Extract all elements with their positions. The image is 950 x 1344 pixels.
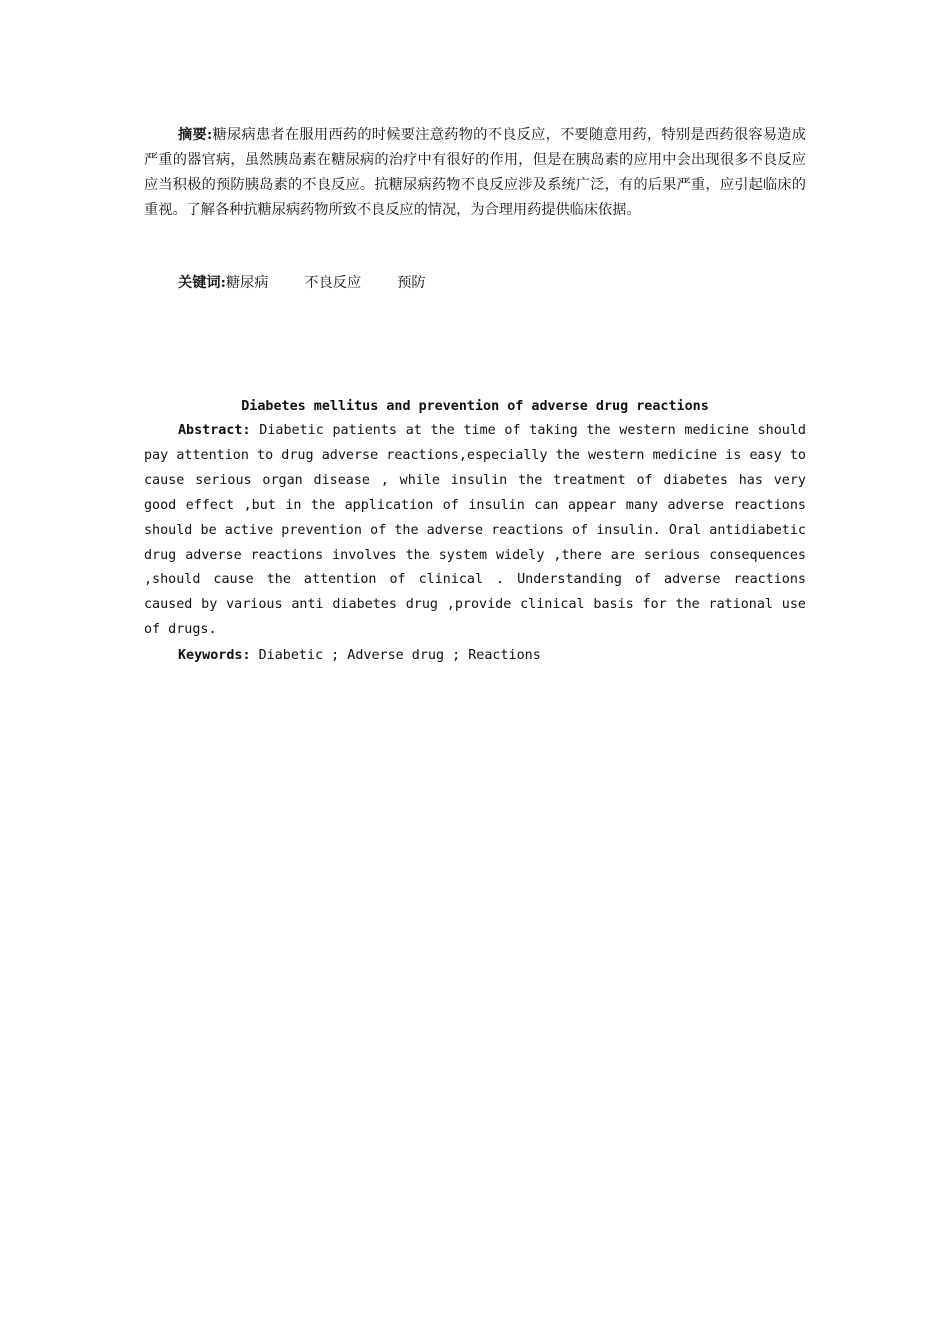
chinese-keyword-1: 糖尿病: [225, 275, 269, 291]
chinese-abstract-text: 糖尿病患者在服用西药的时候要注意药物的不良反应，不要随意用药，特别是西药很容易造成严重的器官病，虽然胰岛素在糖尿病的治疗中有很好的作用，但是在胰岛素的应用中会出现很多不良反应应当积极的预防胰岛素的不良反应。抗糖尿病药物不良反应涉及系统广泛，有的后果严重，应引起临床的重视。了解各种抗糖尿病药物所致不良反应的情况，为合理用药提供临床依据。: [144, 127, 806, 218]
chinese-abstract-label: 摘要:: [178, 127, 213, 143]
chinese-abstract: [144, 123, 806, 223]
english-keywords: [144, 643, 840, 668]
english-abstract: [144, 419, 806, 643]
chinese-keyword-2: 不良反应: [304, 275, 362, 291]
chinese-keywords-label: 关键词:: [178, 275, 226, 291]
english-abstract-label: Abstract:: [178, 423, 251, 438]
chinese-keyword-3: 预防: [397, 275, 426, 291]
english-abstract-text: Diabetic patients at the time of taking the western medicine should pay attention to drug adverse reactions,especially the western medicine is easy to cause serious organ disease , while insulin the treatment of diabetes has very good effect ,but in the application of insulin can appear many adverse reactions should be active prevention of the adverse reactions of insulin. Oral antidiabetic drug adverse reactions involves the system widely ,there are serious consequences ,should cause the attention of clinical . Understanding of adverse reactions caused by various anti diabetes drug ,provide clinical basis for the rational use of drugs.: [144, 423, 806, 638]
chinese-keywords: [144, 271, 840, 296]
english-title: Diabetes mellitus and prevention of adverse drug reactions: [241, 399, 709, 414]
english-keywords-label: Keywords:: [178, 648, 251, 663]
english-keywords-text: Diabetic ; Adverse drug ; Reactions: [250, 648, 541, 663]
